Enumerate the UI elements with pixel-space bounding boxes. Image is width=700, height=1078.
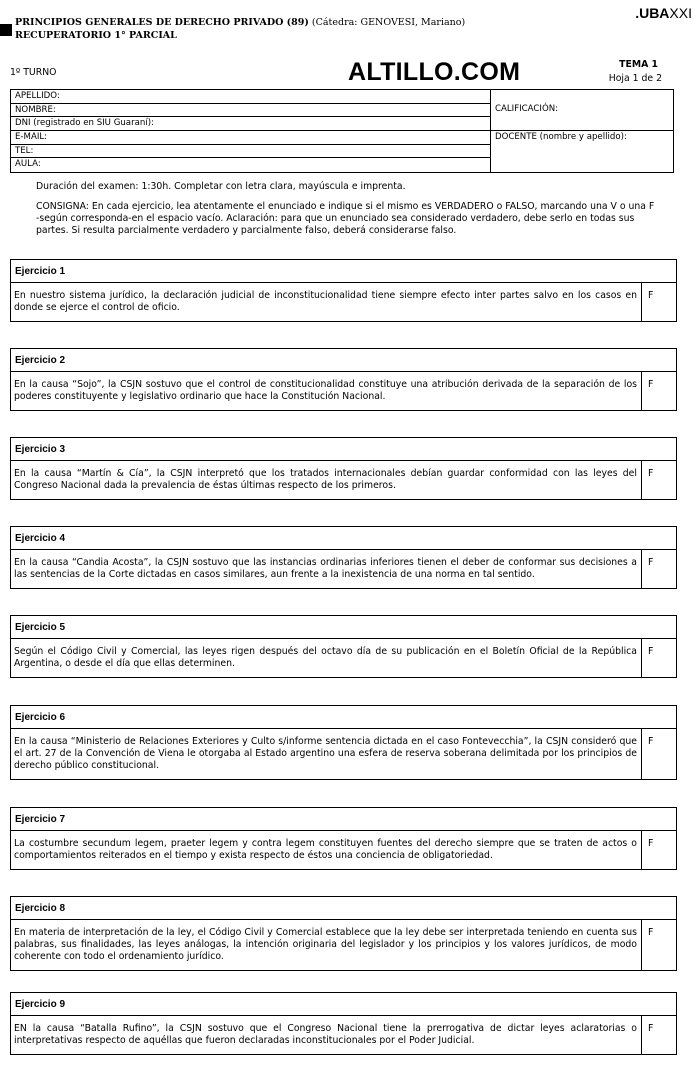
answer-box[interactable]: F [648, 927, 654, 938]
answer-box[interactable]: F [648, 290, 654, 301]
brand-watermark: ALTILLO.COM [348, 58, 521, 86]
nombre-field[interactable]: NOMBRE: [11, 104, 490, 118]
answer-box[interactable]: F [648, 1023, 654, 1034]
exercise-statement: En la causa “Ministerio de Relaciones Exteriores y Culto s/informe sentencia dictada en el caso Fontevecchia”, la CSJN consideró que el art. 27 de la Convención de Viena le otorgaba al Estado argentino una esfera de reserva soberana delimitada por los principios de derecho público constitucional. [11, 729, 642, 779]
exercise-title: Ejercicio 7 [10, 807, 677, 831]
uba-logo: .UBAXXI [635, 5, 692, 21]
exercise-2 [10, 348, 677, 411]
duration-text: Duración del examen: 1:30h. Completar con letra clara, mayúscula e imprenta. [36, 181, 406, 192]
exercise-title: Ejercicio 5 [10, 615, 677, 639]
exercise-statement: Según el Código Civil y Comercial, las leyes rigen después del octavo día de su publicación en el Boletín Oficial de la República Argentina, o desde el día que ellas determinen. [11, 639, 642, 677]
exercise-4 [10, 526, 677, 589]
docente-field[interactable]: DOCENTE (nombre y apellido): [495, 132, 627, 142]
email-field[interactable]: E-MAIL: [11, 131, 490, 145]
exercise-title: Ejercicio 8 [10, 896, 677, 920]
answer-box[interactable]: F [648, 379, 654, 390]
exercise-title: Ejercicio 6 [10, 705, 677, 729]
answer-box[interactable]: F [648, 557, 654, 568]
tel-field[interactable]: TEL: [11, 145, 490, 159]
exercise-3 [10, 437, 677, 500]
aula-field[interactable]: AULA: [15, 159, 41, 170]
exercise-8 [10, 896, 677, 971]
exercise-7 [10, 807, 677, 870]
student-fields [11, 90, 491, 172]
black-square-marker [0, 24, 12, 36]
exercise-9 [10, 992, 677, 1055]
answer-box[interactable]: F [648, 736, 654, 747]
course-title: PRINCIPIOS GENERALES DE DERECHO PRIVADO (89) [15, 17, 309, 28]
exercise-statement: En la causa “Martín & Cía”, la CSJN interpretó que los tratados internacionales debían guardar conformidad con las leyes del Congreso Nacional dada la prevalencia de éstas últimas respecto de los primeros. [11, 461, 642, 499]
consigna-text: CONSIGNA: En cada ejercicio, lea atentamente el enunciado e indique si el mismo es VERDADERO o FALSO, marcando una V o una F -según corresponda-en el espacio vacío. Aclaración: para que un enunciado sea considerado verdadero, debe serlo en todas sus partes. Si resulta parcialmente verdadero y parcialmente falso, deberá considerarse falso. [36, 201, 655, 237]
exercise-statement: En materia de interpretación de la ley, el Código Civil y Comercial establece que la ley debe ser interpretada teniendo en cuenta sus palabras, sus finalidades, las leyes análogas, la intención originaria del legislador y los principios y los valores jurídicos, de modo coherente con todo el ordenamiento jurídico. [11, 920, 642, 970]
exercise-title: Ejercicio 2 [10, 348, 677, 372]
answer-box[interactable]: F [648, 468, 654, 479]
exercise-statement: En nuestro sistema jurídico, la declaración judicial de inconstitucionalidad tiene siempre efecto inter partes salvo en los casos en donde se ejerce el control de oficio. [11, 283, 642, 321]
exercise-5 [10, 615, 677, 678]
catedra: (Cátedra: GENOVESI, Mariano) [311, 17, 466, 28]
dni-field[interactable]: DNI (registrado en SIU Guaraní): [11, 117, 490, 131]
exercise-statement: EN la causa “Batalla Rufino”, la CSJN sostuvo que el Congreso Nacional tiene la prerrogativa de dictar leyes aclaratorias o interpretativas respecto de aquéllas que fueron declaradas inconstitucionales por el Poder Judicial. [11, 1016, 642, 1054]
page-number: Hoja 1 de 2 [608, 73, 662, 84]
exercise-title: Ejercicio 4 [10, 526, 677, 550]
grading-fields [491, 90, 673, 172]
exercise-1 [10, 259, 677, 322]
exercise-6 [10, 705, 677, 780]
course-header [15, 17, 465, 43]
answer-box[interactable]: F [648, 646, 654, 657]
answer-box[interactable]: F [648, 838, 654, 849]
instructions [36, 181, 658, 245]
exercise-statement: En la causa “Candia Acosta”, la CSJN sostuvo que las instancias ordinarias inferiores tienen el deber de conformar sus decisiones a las sentencias de la Corte dictadas en casos similares, aun frente a la inexistencia de una norma en tal sentido. [11, 550, 642, 588]
student-info-table [10, 89, 674, 173]
exercise-statement: La costumbre secundum legem, praeter legem y contra legem constituyen fuentes del derecho siempre que se traten de actos o comportamientos reiterados en el tiempo y exista respecto de éstos una conciencia de obligatoriedad. [11, 831, 642, 869]
tema-label: TEMA 1 [619, 59, 658, 70]
exercise-title: Ejercicio 1 [10, 259, 677, 283]
divider [491, 130, 673, 131]
exercise-statement: En la causa “Sojo”, la CSJN sostuvo que el control de constitucionalidad constituye una atribución derivada de la separación de los poderes constituyente y legislativo ordinario que hace la Constitución Nacional. [11, 372, 642, 410]
exam-type: RECUPERATORIO 1° PARCIAL [15, 29, 177, 41]
exercise-title: Ejercicio 9 [10, 992, 677, 1016]
exercise-title: Ejercicio 3 [10, 437, 677, 461]
calificacion-field[interactable]: CALIFICACIÓN: [495, 104, 559, 114]
apellido-field[interactable]: APELLIDO: [11, 90, 490, 104]
turno-label: 1º TURNO [10, 67, 57, 78]
